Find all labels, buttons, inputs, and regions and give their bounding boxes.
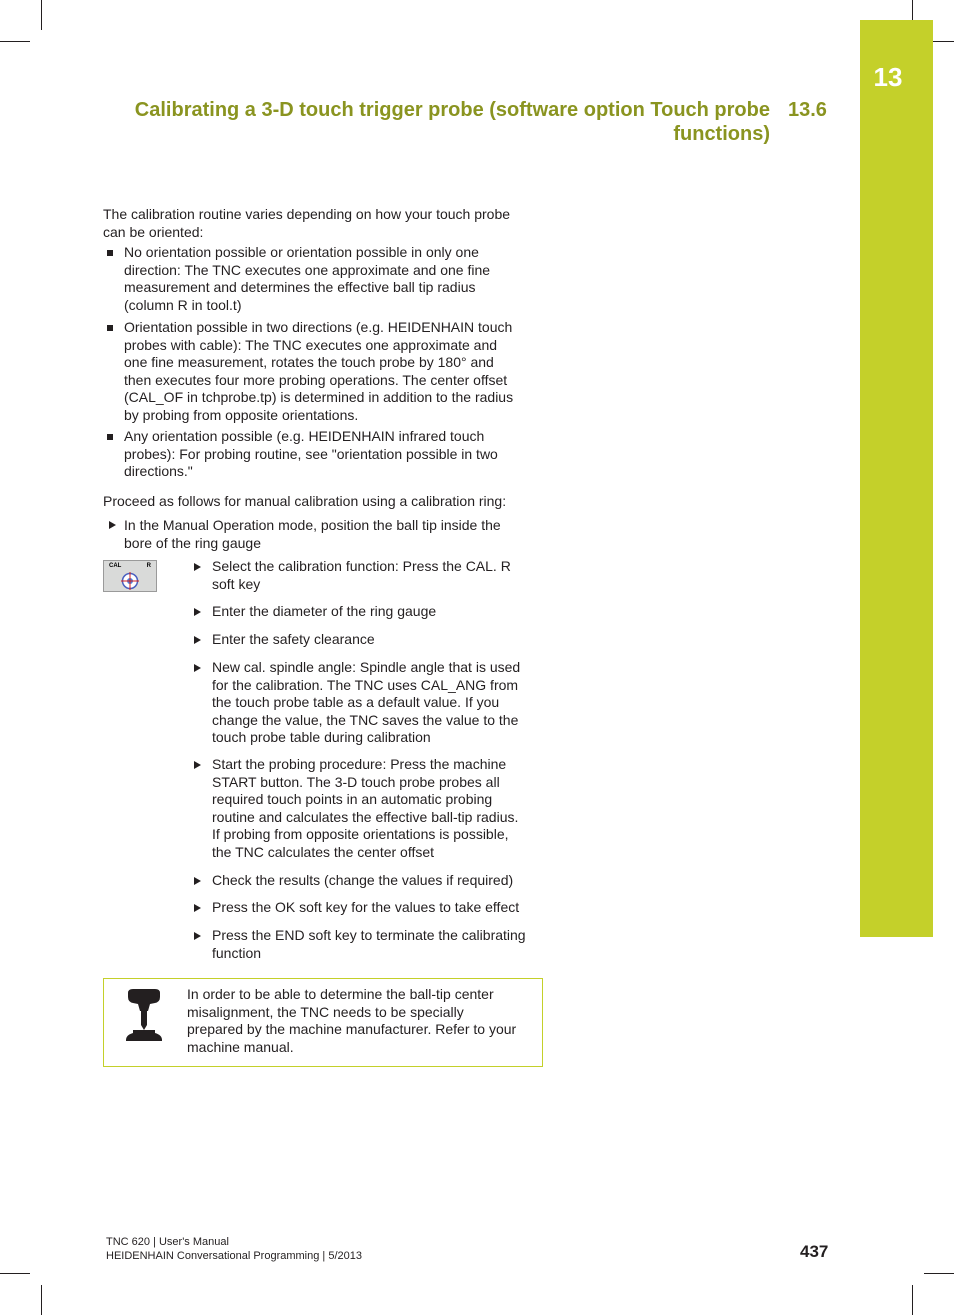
text-line: In order to be able to determine the ball-tip center	[187, 986, 494, 1002]
cal-r-softkey	[103, 560, 157, 592]
text-line: measurement and determines the effective ball tip radius	[124, 279, 476, 296]
text-line: START button. The 3-D touch probe probes all	[212, 773, 500, 790]
text-line: the touch probe table as a default value. If you	[212, 694, 500, 711]
text-line: bore of the ring gauge	[124, 534, 261, 551]
bullet-marker	[107, 434, 113, 440]
bullet-item	[124, 319, 544, 425]
text-line: If probing from opposite orientations is possible,	[212, 826, 509, 843]
page-title-line: functions)	[673, 123, 770, 145]
step-arrow	[194, 608, 201, 616]
footer	[106, 1235, 362, 1263]
step-item	[212, 603, 547, 621]
proceed-paragraph: Proceed as follows for manual calibration using a calibration ring:	[103, 493, 507, 509]
softkey-label-left: CAL	[109, 563, 122, 569]
crop-mark	[41, 0, 42, 30]
step-item	[124, 517, 544, 552]
step-item	[212, 631, 547, 649]
text-line: (column R in tool.t)	[124, 296, 242, 313]
text-line: (CAL_OF in tchprobe.tp) is determined in addition to the radius	[124, 389, 514, 406]
crop-mark	[924, 1273, 954, 1274]
text-line: Check the results (change the values if required)	[212, 872, 514, 888]
text-line: then executes four more probing operations. The center offset	[124, 371, 508, 388]
text-line: by probing from opposite orientations.	[124, 406, 359, 423]
step-arrow	[194, 877, 201, 885]
text-line: probes): For probing routine, see "orientation possible in two	[124, 445, 498, 462]
text-line: function	[212, 944, 262, 961]
text-line: Any orientation possible (e.g. HEIDENHAIN infrared touch	[124, 428, 485, 444]
step-item	[212, 659, 547, 747]
text-line: Enter the diameter of the ring gauge	[212, 603, 437, 619]
softkey-label-right: R	[146, 563, 151, 569]
text-line: one fine measurement, rotates the touch probe by 180° and	[124, 354, 494, 371]
text-line: routine and calculates the effective ball-tip radius.	[212, 808, 519, 825]
text-line: required touch points in an automatic probing	[212, 791, 493, 808]
step-item	[212, 558, 547, 593]
calibration-crosshair-icon	[121, 572, 139, 590]
page-title	[110, 98, 770, 146]
text-line: for the calibration. The TNC uses CAL_ANG from	[212, 676, 519, 693]
step-item	[212, 899, 547, 917]
footer-line: HEIDENHAIN Conversational Programming | 5/2013	[106, 1250, 362, 1262]
text-line: Orientation possible in two directions (e.g. HEIDENHAIN touch	[124, 319, 513, 335]
text-line: New cal. spindle angle: Spindle angle that is used	[212, 659, 521, 675]
crop-mark	[0, 1273, 30, 1274]
text-line: the TNC calculates the center offset	[212, 843, 435, 860]
section-number: 13.6	[788, 99, 827, 121]
text-line: machine manual.	[187, 1038, 294, 1055]
text-line: In the Manual Operation mode, position the ball tip inside the	[124, 517, 501, 533]
page-title-line: Calibrating a 3-D touch trigger probe (software option Touch probe	[134, 99, 770, 121]
step-item	[212, 927, 547, 962]
crop-mark	[0, 41, 30, 42]
text-line: The calibration routine varies depending on how your touch probe	[103, 206, 511, 222]
text-line: Press the OK soft key for the values to take effect	[212, 899, 520, 915]
text-line: No orientation possible or orientation possible in only one	[124, 244, 479, 260]
text-line: Select the calibration function: Press the CAL. R	[212, 558, 511, 574]
bullet-item	[124, 244, 544, 314]
page-number: 437	[800, 1242, 829, 1261]
step-arrow	[194, 932, 201, 940]
step-arrow	[194, 904, 201, 912]
step-item	[212, 756, 547, 862]
note-box	[103, 978, 543, 1067]
crop-mark	[41, 1285, 42, 1315]
step-arrow	[194, 664, 201, 672]
text-line: Press the END soft key to terminate the calibrating	[212, 927, 526, 943]
chapter-tab	[860, 20, 933, 937]
text-line: misalignment, the TNC needs to be specially	[187, 1003, 464, 1020]
text-line: probes with cable): The TNC executes one approximate and	[124, 336, 498, 353]
text-line: Enter the safety clearance	[212, 631, 375, 647]
step-arrow	[194, 761, 201, 769]
chapter-number: 13	[873, 62, 903, 92]
intro-paragraph	[103, 206, 543, 241]
note-text	[187, 986, 537, 1056]
text-line: soft key	[212, 575, 261, 592]
text-line: can be oriented:	[103, 223, 204, 240]
machine-tool-icon	[124, 989, 164, 1044]
text-line: directions."	[124, 463, 193, 480]
text-line: change the value, the TNC saves the value to the	[212, 711, 519, 728]
step-item	[212, 872, 547, 890]
text-line: Start the probing procedure: Press the machine	[212, 756, 507, 772]
step-arrow	[194, 563, 201, 571]
crop-mark	[912, 1285, 913, 1315]
step-arrow	[109, 521, 116, 529]
footer-line: TNC 620 | User's Manual	[106, 1236, 229, 1248]
bullet-item	[124, 428, 544, 481]
step-arrow	[194, 636, 201, 644]
text-line: touch probe table during calibration	[212, 729, 431, 746]
bullet-marker	[107, 250, 113, 256]
bullet-marker	[107, 325, 113, 331]
text-line: direction: The TNC executes one approximate and one fine	[124, 261, 491, 278]
text-line: prepared by the machine manufacturer. Refer to your	[187, 1021, 517, 1038]
